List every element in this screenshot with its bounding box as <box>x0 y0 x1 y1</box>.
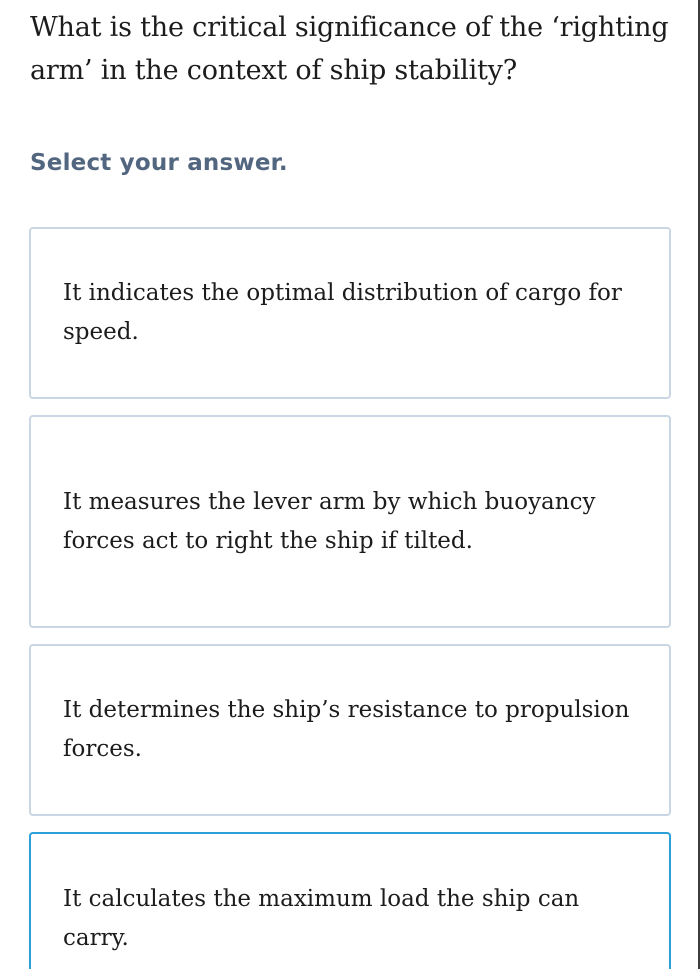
answer-option-1-label: It indicates the optimal distribution of cargo for speed. <box>63 280 622 345</box>
answer-option-3[interactable] <box>29 644 671 816</box>
answer-option-2-label: It measures the lever arm by which buoyancy forces act to right the ship if tilted. <box>63 488 596 554</box>
answer-options <box>29 227 671 969</box>
answer-option-1[interactable] <box>29 227 671 399</box>
answer-option-4[interactable] <box>29 832 671 969</box>
question-text: What is the critical significance of the ‘righting arm’ in the context of ship stability? <box>30 12 669 86</box>
answer-option-2[interactable] <box>29 415 671 628</box>
answer-prompt: Select your answer. <box>30 150 288 176</box>
answer-option-4-label: It calculates the maximum load the ship can carry. <box>63 886 580 951</box>
answer-option-3-label: It determines the ship’s resistance to propulsion forces. <box>63 697 630 762</box>
